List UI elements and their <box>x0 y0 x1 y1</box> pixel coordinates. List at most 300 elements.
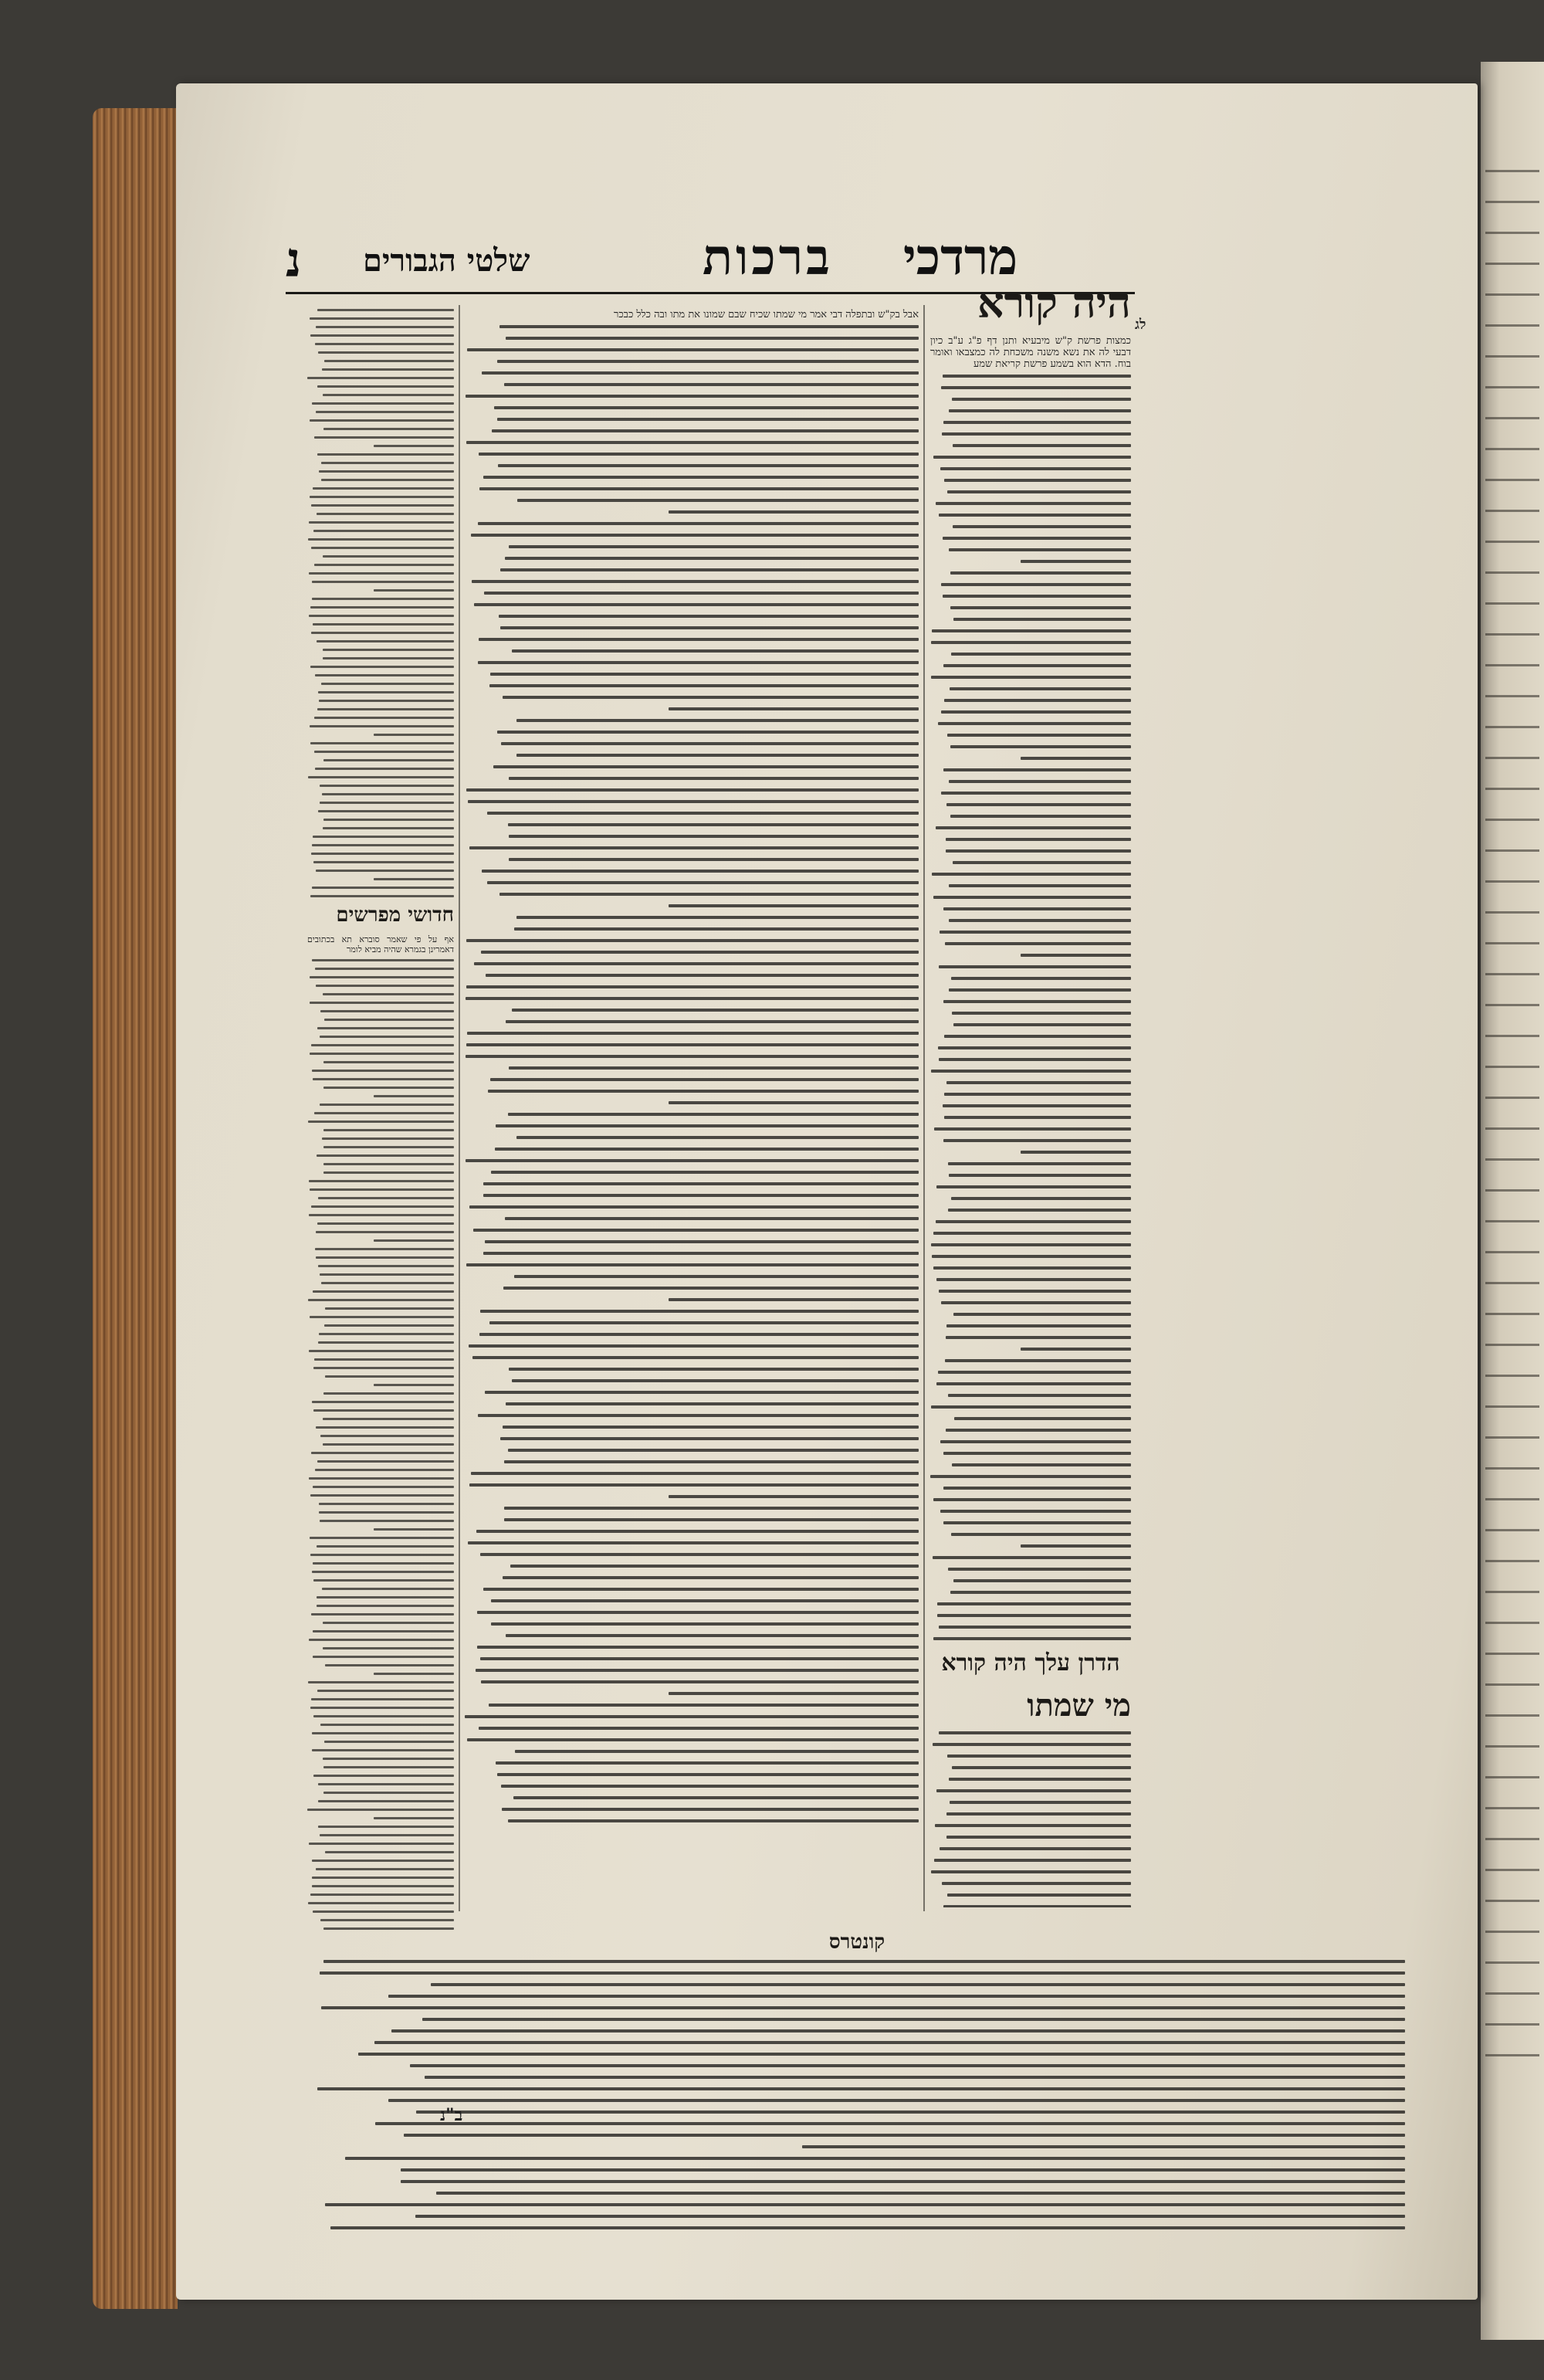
text-line <box>482 371 919 375</box>
text-line <box>943 1452 1131 1455</box>
footer-notes <box>309 1931 1405 2238</box>
text-line <box>317 708 454 710</box>
text-line <box>944 1093 1131 1096</box>
text-line <box>934 1127 1131 1131</box>
text-line <box>318 1826 454 1828</box>
text-line <box>468 1541 919 1544</box>
text-line <box>933 456 1131 459</box>
text-line <box>1021 757 1131 760</box>
text-line <box>496 1124 919 1127</box>
text-line <box>952 398 1131 401</box>
text-line <box>314 564 454 566</box>
text-line <box>317 513 454 515</box>
text-line <box>953 525 1131 528</box>
text-line <box>931 1870 1131 1873</box>
text-line <box>323 1443 454 1446</box>
text-line <box>489 1321 919 1324</box>
text-line <box>311 853 454 855</box>
text-line <box>505 1217 919 1220</box>
text-line <box>953 618 1131 621</box>
text-line <box>323 657 454 659</box>
text-line <box>374 1239 455 1242</box>
text-line <box>319 1333 454 1335</box>
text-line <box>466 997 919 1000</box>
text-line <box>307 1809 454 1811</box>
text-line <box>323 1792 455 1794</box>
text-line <box>477 1646 919 1649</box>
text-line <box>316 1426 454 1429</box>
text-line <box>374 1673 455 1675</box>
text-line <box>323 1087 454 1089</box>
text-line <box>313 1078 454 1080</box>
text-line <box>938 722 1131 725</box>
text-line <box>490 1078 919 1081</box>
text-line <box>948 1394 1131 1397</box>
text-line <box>940 931 1131 934</box>
text-line <box>318 351 454 354</box>
text-line <box>309 1843 454 1845</box>
text-line <box>947 1754 1131 1758</box>
text-line <box>939 514 1131 517</box>
text-line <box>323 1758 454 1760</box>
text-line <box>936 1789 1131 1792</box>
text-line <box>512 1009 919 1012</box>
text-line <box>310 496 454 498</box>
text-line <box>308 1299 454 1301</box>
text-line <box>931 676 1131 679</box>
opening-word: היה קורא <box>977 278 1131 327</box>
text-line <box>498 464 919 467</box>
text-line <box>315 768 454 770</box>
text-line <box>312 1749 455 1751</box>
text-line <box>425 2076 1405 2079</box>
text-line <box>949 919 1131 922</box>
text-line <box>480 1657 919 1660</box>
text-line <box>946 1336 1131 1339</box>
text-line <box>310 1316 454 1318</box>
text-line <box>422 2018 1405 2021</box>
text-line <box>476 1530 919 1533</box>
text-line <box>313 1715 454 1717</box>
text-line <box>320 1919 454 1921</box>
text-line <box>504 1460 919 1463</box>
text-line <box>953 1313 1131 1316</box>
text-line <box>952 1012 1131 1015</box>
text-line <box>946 849 1131 853</box>
text-line <box>506 1402 919 1405</box>
text-line <box>943 1521 1131 1524</box>
text-line <box>943 537 1131 540</box>
text-line <box>944 1035 1131 1038</box>
text-line <box>497 1773 919 1776</box>
text-line <box>952 1766 1131 1769</box>
text-line <box>315 968 454 970</box>
text-line <box>936 1278 1131 1281</box>
text-line <box>323 1766 454 1768</box>
text-line <box>318 1265 454 1267</box>
text-line <box>467 1032 919 1035</box>
text-line <box>497 418 919 421</box>
text-line <box>469 1205 919 1209</box>
text-line <box>949 548 1131 551</box>
text-line <box>953 861 1131 864</box>
page-letter: נ <box>286 232 302 288</box>
text-line <box>323 1146 454 1148</box>
text-line <box>307 377 454 379</box>
text-line <box>948 1162 1131 1165</box>
book-fore-edge <box>93 108 178 2309</box>
text-line <box>946 1429 1131 1432</box>
commentary-column <box>307 309 454 1931</box>
text-line <box>374 878 455 880</box>
text-line <box>324 1019 454 1021</box>
text-line <box>482 870 919 873</box>
text-line <box>320 1971 1405 1975</box>
text-line <box>509 545 919 548</box>
text-line <box>324 1324 454 1327</box>
text-line <box>930 1475 1131 1478</box>
text-line <box>1021 1544 1131 1548</box>
text-line <box>310 1188 454 1191</box>
text-line <box>311 632 455 634</box>
text-line <box>313 1630 454 1632</box>
text-line <box>933 1498 1131 1501</box>
text-line <box>323 993 454 995</box>
text-line <box>319 700 454 702</box>
text-line <box>323 759 454 761</box>
text-line <box>472 580 919 583</box>
text-line <box>940 1440 1131 1443</box>
text-line <box>323 1129 454 1131</box>
text-line <box>945 942 1131 945</box>
text-line <box>309 521 454 524</box>
text-line <box>388 1995 1405 1998</box>
text-line <box>1021 1151 1131 1154</box>
text-line <box>474 603 919 606</box>
text-line <box>497 360 919 363</box>
text-line <box>410 2064 1405 2067</box>
text-line <box>503 1287 919 1290</box>
text-line <box>466 939 919 942</box>
text-line <box>941 710 1131 714</box>
text-line <box>669 1101 919 1104</box>
text-line <box>941 386 1131 389</box>
text-line <box>316 411 454 413</box>
text-line <box>943 1000 1131 1003</box>
text-line <box>483 476 919 479</box>
text-line <box>322 368 454 371</box>
text-line <box>940 1510 1131 1513</box>
text-line <box>483 1182 919 1185</box>
text-line <box>310 1494 454 1497</box>
text-line <box>467 348 919 351</box>
text-line <box>325 1307 454 1310</box>
text-line <box>938 1371 1131 1374</box>
text-line <box>950 1591 1131 1594</box>
text-line <box>309 1639 454 1641</box>
text-line <box>937 1602 1131 1605</box>
second-opening-word: מי שמתו <box>1027 1687 1131 1724</box>
text-line <box>319 1511 454 1514</box>
text-line <box>316 1231 454 1233</box>
text-line <box>479 487 919 490</box>
text-line <box>374 1817 455 1819</box>
text-line <box>487 812 919 815</box>
text-line <box>508 1819 919 1822</box>
text-line <box>320 802 454 804</box>
text-line <box>315 1469 454 1471</box>
text-line <box>312 887 454 889</box>
section-title: שלטי הגבורים <box>363 242 530 279</box>
text-line <box>323 827 454 829</box>
text-line <box>802 2145 1405 2148</box>
text-line <box>954 1417 1131 1420</box>
text-line <box>936 826 1131 829</box>
text-line <box>318 1800 454 1802</box>
text-line <box>310 725 454 727</box>
text-line <box>323 1647 454 1649</box>
text-line <box>316 1256 454 1259</box>
text-line <box>465 1715 919 1718</box>
text-line <box>947 490 1131 493</box>
text-line <box>312 1070 454 1072</box>
text-line <box>311 1044 454 1046</box>
text-line <box>500 626 919 629</box>
text-line <box>317 453 454 456</box>
text-line <box>946 1836 1131 1839</box>
main-excerpt: כמצות פרשת ק"ש מיבעיא ותנן דף פ"ג ע"ב כיון דבעי לה את נשא משנה משכחת לה כמצבאו ואומר בוח. הדא הוא בשמע פרשת קריאת שמע <box>930 335 1131 370</box>
text-line <box>313 487 454 490</box>
text-line <box>323 1960 1405 1963</box>
text-line <box>323 819 454 821</box>
text-line <box>948 1568 1131 1571</box>
text-line <box>1021 954 1131 957</box>
text-line <box>477 1611 919 1614</box>
text-line <box>933 896 1131 899</box>
text-line <box>512 649 919 653</box>
text-line <box>313 1486 454 1488</box>
commentary-excerpt: אף על פי שאמר סוברא תא בכתובים דאמרינן בגמרא שהיה מביא לומר <box>307 934 454 954</box>
text-line <box>936 1185 1131 1188</box>
text-line <box>494 406 919 409</box>
middle-excerpt: אבל בק"ש ובתפלה דבי אמר מי שמתו שכיח שבם שמונו את מתו ובה כלל כבכר <box>613 309 919 320</box>
text-line <box>317 1154 454 1157</box>
text-line <box>943 1905 1131 1907</box>
text-line <box>314 751 454 753</box>
text-line <box>516 916 919 919</box>
text-line <box>479 453 919 456</box>
text-line <box>324 1741 454 1743</box>
text-line <box>939 1626 1131 1629</box>
text-line <box>504 383 919 386</box>
text-line <box>311 1613 454 1615</box>
text-line <box>415 2215 1405 2218</box>
text-line <box>309 615 454 617</box>
text-line <box>312 1860 454 1862</box>
text-line <box>949 1174 1131 1177</box>
text-line <box>509 835 919 838</box>
text-line <box>669 904 919 907</box>
text-line <box>489 684 919 687</box>
text-line <box>323 1163 454 1165</box>
text-line <box>321 479 454 481</box>
text-line <box>483 1252 919 1255</box>
text-line <box>313 1656 454 1658</box>
text-line <box>311 1452 454 1454</box>
text-line <box>953 1023 1131 1026</box>
text-line <box>500 1437 919 1440</box>
text-line <box>317 1460 454 1463</box>
text-line <box>308 1681 454 1683</box>
text-line <box>933 1637 1131 1640</box>
text-line <box>931 641 1131 644</box>
text-line <box>931 1070 1131 1073</box>
text-line <box>313 1290 454 1293</box>
text-line <box>951 1533 1131 1536</box>
text-line <box>489 1704 919 1707</box>
text-line <box>401 2168 1405 2171</box>
text-line <box>317 1222 454 1225</box>
text-line <box>318 1341 454 1344</box>
text-line <box>310 419 454 422</box>
text-line <box>309 1214 454 1216</box>
text-line <box>309 572 454 575</box>
text-line <box>311 547 454 549</box>
text-line <box>313 1562 454 1565</box>
text-line <box>943 421 1131 424</box>
text-line <box>949 1778 1131 1781</box>
text-line <box>480 1553 919 1556</box>
text-line <box>315 1248 454 1250</box>
text-line <box>323 1927 454 1930</box>
text-line <box>950 571 1131 575</box>
text-line <box>317 1027 454 1029</box>
text-line <box>321 1282 454 1284</box>
text-line <box>313 530 454 532</box>
text-line <box>499 615 919 618</box>
text-line <box>495 1148 919 1151</box>
text-line <box>308 1120 454 1123</box>
text-line <box>310 1554 454 1556</box>
text-line <box>323 1622 454 1624</box>
text-line <box>310 1893 454 1896</box>
text-line <box>515 1750 919 1753</box>
text-line <box>317 1605 454 1607</box>
text-line <box>502 1808 919 1811</box>
text-line <box>951 977 1131 980</box>
text-line <box>431 1983 1405 1986</box>
text-line <box>476 1669 919 1672</box>
text-line <box>318 691 454 693</box>
text-line <box>509 1066 919 1070</box>
text-line <box>317 385 454 388</box>
text-line <box>320 1724 454 1726</box>
text-line <box>939 1290 1131 1293</box>
column-rule <box>923 305 925 1911</box>
text-line <box>950 745 1131 748</box>
text-line <box>944 1116 1131 1119</box>
text-line <box>316 326 454 328</box>
text-line <box>510 1565 919 1568</box>
text-line <box>323 555 454 558</box>
text-line <box>374 2041 1405 2044</box>
text-line <box>322 1588 454 1590</box>
text-line <box>374 445 455 447</box>
text-line <box>950 687 1131 690</box>
text-line <box>313 861 454 863</box>
text-line <box>946 803 1131 806</box>
commentary-heading: חדושי מפרשים <box>336 904 454 927</box>
text-line <box>316 870 454 872</box>
text-line <box>323 428 454 430</box>
text-line <box>310 895 454 897</box>
text-line <box>330 2226 1405 2229</box>
middle-text-column <box>463 309 919 1907</box>
text-line <box>473 1229 919 1232</box>
text-line <box>315 674 454 676</box>
text-line <box>374 1095 455 1097</box>
text-line <box>946 1324 1131 1327</box>
text-line <box>951 1197 1131 1200</box>
text-line <box>308 538 454 541</box>
text-line <box>491 1171 919 1174</box>
text-line <box>311 1698 454 1700</box>
text-line <box>493 765 919 768</box>
text-line <box>313 1367 454 1369</box>
tractate-title: ברכות <box>703 229 833 286</box>
text-line <box>323 1418 454 1420</box>
text-line <box>669 1692 919 1695</box>
text-line <box>942 1882 1131 1885</box>
text-line <box>504 1518 919 1521</box>
text-line <box>478 1414 919 1417</box>
text-line <box>504 1507 919 1510</box>
text-line <box>317 1596 454 1599</box>
text-line <box>325 1664 454 1666</box>
text-line <box>951 653 1131 656</box>
text-line <box>312 1877 454 1879</box>
text-line <box>320 1435 454 1437</box>
text-line <box>487 881 919 884</box>
text-line <box>313 1775 454 1777</box>
text-line <box>952 1463 1131 1466</box>
text-line <box>503 696 919 699</box>
text-line <box>324 360 454 362</box>
text-line <box>478 522 919 525</box>
text-line <box>312 959 454 961</box>
text-line <box>466 1043 919 1046</box>
text-line <box>481 1680 919 1683</box>
text-line <box>471 534 919 537</box>
text-line <box>943 1139 1131 1142</box>
text-line <box>505 557 919 560</box>
text-line <box>950 606 1131 609</box>
text-line <box>313 1579 454 1582</box>
text-line <box>469 1483 919 1487</box>
text-line <box>320 1520 454 1522</box>
text-line <box>374 589 455 592</box>
text-line <box>317 309 454 311</box>
text-line <box>314 1112 454 1114</box>
text-line <box>944 479 1131 482</box>
text-line <box>933 1743 1131 1746</box>
text-line <box>934 1859 1131 1862</box>
text-line <box>939 1058 1131 1061</box>
text-line <box>310 334 454 337</box>
text-line <box>313 836 454 838</box>
text-line <box>499 893 919 896</box>
text-line <box>488 1090 919 1093</box>
